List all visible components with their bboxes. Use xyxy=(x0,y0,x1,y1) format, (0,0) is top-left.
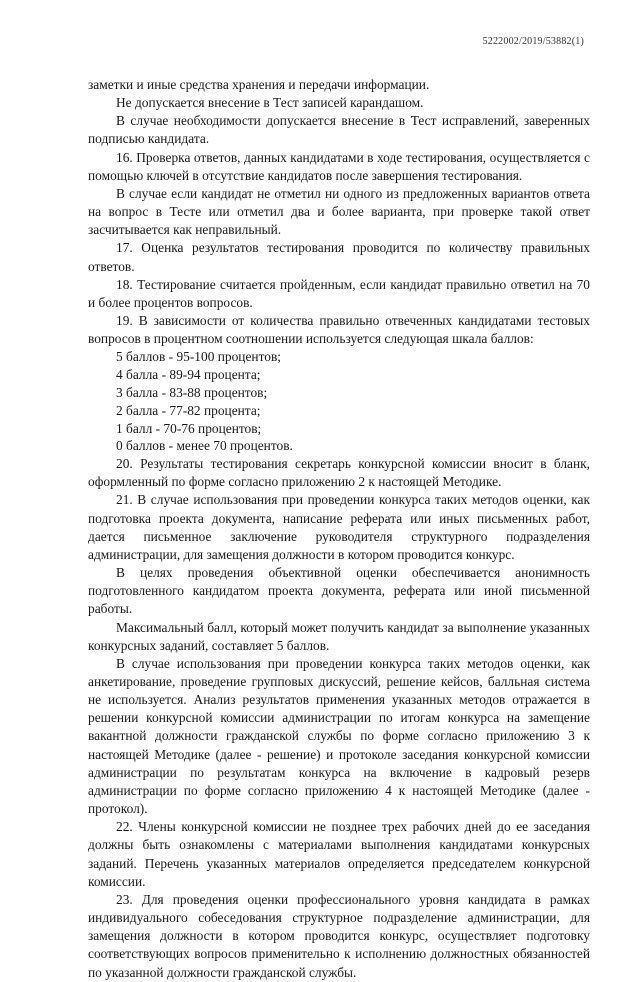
score-scale-item: 0 баллов - менее 70 процентов. xyxy=(116,438,293,454)
score-scale-item: 5 баллов - 95-100 процентов; xyxy=(116,349,281,365)
paragraph: Не допускается внесение в Тест записей карандашом. xyxy=(116,95,424,111)
paragraph-17: 17. Оценка результатов тестирования проводится по количеству правильных ответов. xyxy=(88,240,590,274)
paragraph-21: 21. В случае использования при проведении конкурса таких методов оценки, как подготовка проекта документа, написание реферата или иных письменных работ, дается письменное заключение руководителя структурного подразделения администрации, для замещения должности в котором проводится конкурс. xyxy=(88,492,590,562)
score-scale-item: 2 балла - 77-82 процента; xyxy=(116,402,261,418)
paragraph-18: 18. Тестирование считается пройденным, если кандидат правильно ответил на 70 и более процентов вопросов. xyxy=(88,276,590,310)
paragraph: В случае необходимости допускается внесение в Тест исправлений, заверенных подписью кандидата. xyxy=(88,113,590,147)
document-body xyxy=(88,76,590,982)
paragraph: В случае если кандидат не отметил ни одного из предложенных вариантов ответа на вопрос в Тесте или отметил два и более варианта, при проверке такой ответ засчитывается как неправильный. xyxy=(88,185,590,238)
paragraph-23: 23. Для проведения оценки профессионального уровня кандидата в рамках индивидуального собеседования структурное подразделение администрации, для замещения должности в котором проводится конкурс, осуществляет подготовку соответствующих вопросов применительно к исполнению должностных обязанностей по указанной должности гражданской службы. xyxy=(88,891,590,980)
score-scale-item: 1 балл - 70-76 процентов; xyxy=(116,420,262,436)
paragraph-16: 16. Проверка ответов, данных кандидатами в ходе тестирования, осуществляется с помощью ключей в отсутствие кандидатов после завершения тестирования. xyxy=(88,149,590,183)
score-scale-list xyxy=(88,348,590,455)
score-scale-item: 4 балла - 89-94 процента; xyxy=(116,367,261,383)
paragraph: В целях проведения объективной оценки обеспечивается анонимность подготовленного кандидатом проекта документа, реферата или иной письменной работы. xyxy=(88,565,590,617)
score-scale-item: 3 балла - 83-88 процентов; xyxy=(116,384,268,400)
paragraph: заметки и иные средства хранения и передачи информации. xyxy=(88,77,430,92)
paragraph-20: 20. Результаты тестирования секретарь конкурсной комиссии вносит в бланк, оформленный по форме согласно приложению 2 к настоящей Методике. xyxy=(88,456,590,490)
document-id: 5222002/2019/53882(1) xyxy=(482,36,584,47)
paragraph: В случае использования при проведении конкурса таких методов оценки, как анкетирование, проведение групповых дискуссий, решение кейсов, балльная система не используется. Анализ результатов применения указанных методов отражается в решении конкурсной комиссии администрации по итогам конкурса на замещение вакантной должности гражданской службы по форме согласно приложению 3 к настоящей Методике (далее - решение) и протоколе заседания конкурсной комиссии администрации по результатам конкурса на включение в кадровый резерв администрации по форме согласно приложению 4 к настоящей Методике (далее - протокол). xyxy=(88,655,590,817)
paragraph-19: 19. В зависимости от количества правильно отвеченных кандидатами тестовых вопросов в процентном соотношении используется следующая шкала баллов: xyxy=(88,313,590,347)
paragraph-22: 22. Члены конкурсной комиссии не позднее трех рабочих дней до ее заседания должны быть ознакомлены с материалами выполнения кандидатами конкурсных заданий. Перечень указанных материалов определяется председателем конкурсной комиссии. xyxy=(88,819,590,889)
paragraph: Максимальный балл, который может получить кандидат за выполнение указанных конкурсных заданий, составляет 5 баллов. xyxy=(88,619,590,653)
